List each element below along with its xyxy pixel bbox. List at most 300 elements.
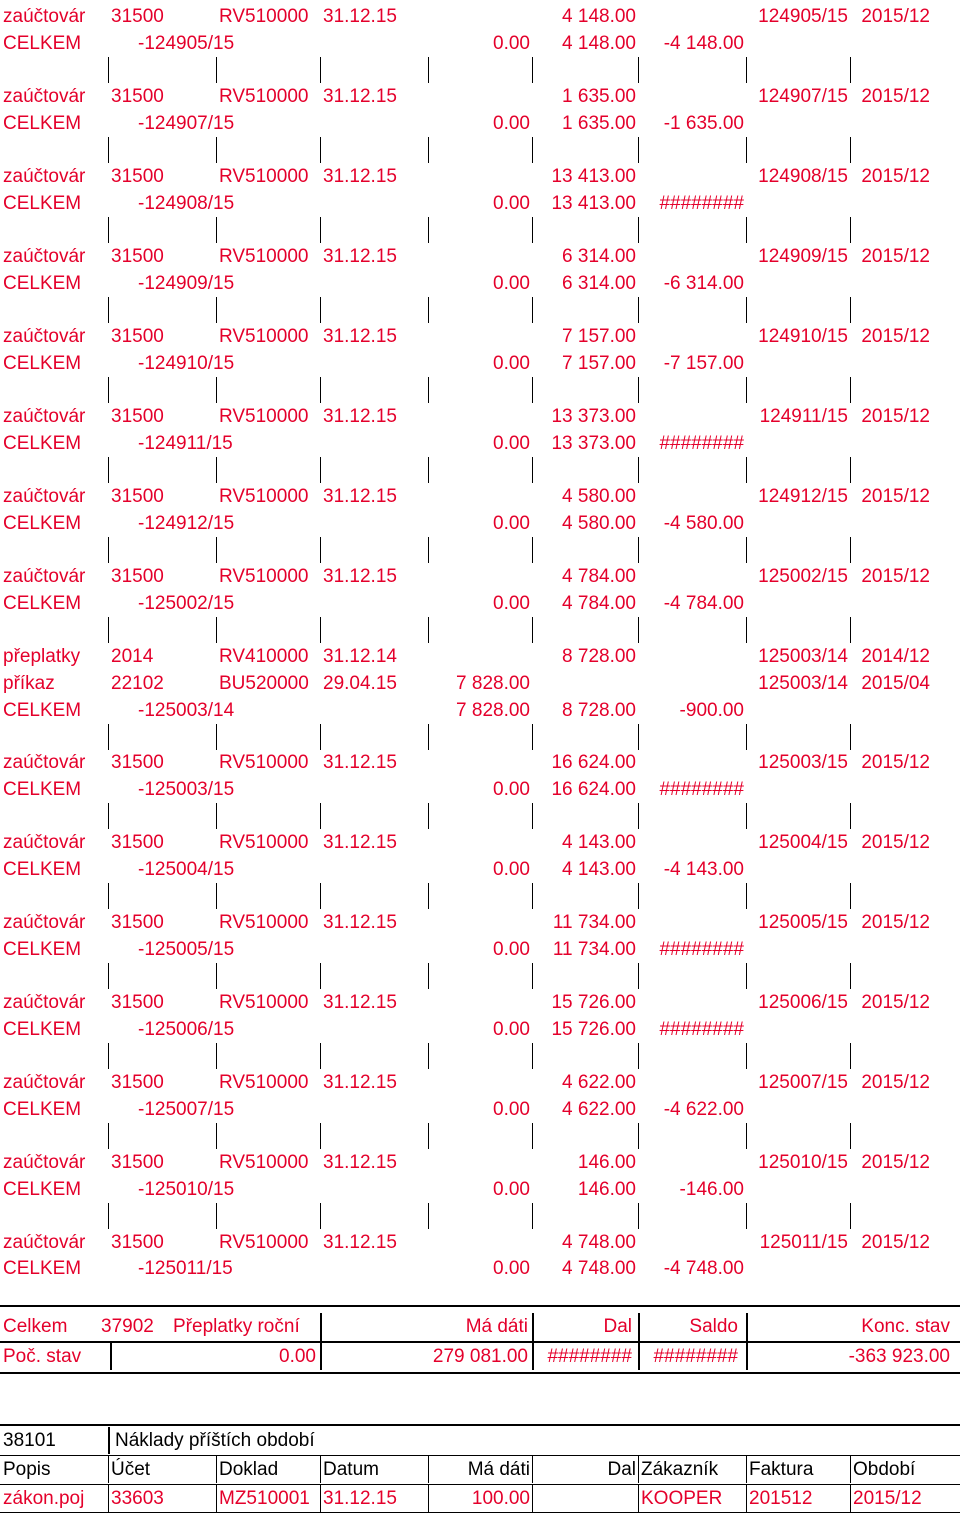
total-row [0, 191, 960, 217]
cell-popis: zaúčtovár [3, 6, 86, 27]
cell-dal: 4 143.00 [562, 859, 636, 880]
cell-dal: 146.00 [577, 1179, 636, 1200]
cell-popis: CELKEM [3, 593, 82, 614]
cell-datum: 31.12.15 [323, 6, 397, 27]
cell-faktura: 125002/15 [758, 566, 848, 587]
cell-dal: 13 413.00 [551, 193, 636, 214]
entry-row [0, 164, 960, 190]
cell-saldo [638, 671, 746, 697]
cell-saldo [638, 244, 746, 270]
cell-obdobi: 2015/04 [861, 673, 930, 694]
cell-faktura: 124910/15 [758, 326, 848, 347]
cell-ucet: 33603 [111, 1488, 164, 1509]
cell-saldo: -4 580.00 [663, 513, 744, 534]
summary-opening-label: Poč. stav [3, 1346, 82, 1367]
cell-ma-dati [428, 484, 532, 510]
section-divider [320, 1456, 321, 1483]
cell-ucet: 31500 [111, 246, 164, 267]
cell-saldo: ######## [659, 1019, 744, 1040]
cell-ma-dati: 7 828.00 [456, 673, 530, 694]
cell-ucet: 31500 [111, 1152, 164, 1173]
cell-ma-dati [428, 4, 532, 30]
cell-ma-dati [428, 324, 532, 350]
cell-ma-dati: 0.00 [493, 779, 530, 800]
entry-row [0, 750, 960, 776]
cell-obdobi: 2015/12 [861, 86, 930, 107]
cell-obdobi: 2015/12 [861, 566, 930, 587]
summary-closing-header: Konc. stav [861, 1316, 950, 1337]
cell-saldo [638, 84, 746, 110]
cell-obdobi: 2015/12 [861, 1152, 930, 1173]
cell-doklad: RV510000 [219, 832, 309, 853]
cell-ma-dati [428, 244, 532, 270]
cell-ma-dati: 0.00 [493, 193, 530, 214]
cell-saldo [638, 324, 746, 350]
cell-saldo: -7 157.00 [663, 353, 744, 374]
cell-ma-dati [428, 84, 532, 110]
cell-ucet: 31500 [111, 992, 164, 1013]
entry-row [0, 484, 960, 510]
cell-ma-dati: 100.00 [471, 1488, 530, 1509]
total-row [0, 591, 960, 617]
total-row [0, 937, 960, 963]
cell-ma-dati [428, 1150, 532, 1176]
cell-ucet: 22102 [111, 673, 164, 694]
entry-row [0, 564, 960, 590]
cell-ucet: -124905/15 [138, 33, 235, 54]
cell-dal: 4 622.00 [562, 1072, 636, 1093]
cell-dal: 4 784.00 [562, 593, 636, 614]
spacer-row [0, 1123, 960, 1149]
section-title: Náklady příštích období [115, 1430, 315, 1451]
cell-ma-dati [428, 1230, 532, 1256]
cell-popis: zaúčtovár [3, 1232, 86, 1253]
cell-datum: 31.12.15 [323, 912, 397, 933]
cell-ucet: 31500 [111, 752, 164, 773]
cell-ma-dati: 0.00 [493, 33, 530, 54]
section-divider [428, 1456, 429, 1483]
cell-datum: 31.12.15 [323, 1488, 397, 1509]
total-row [0, 1097, 960, 1123]
cell-ma-dati: 0.00 [493, 113, 530, 134]
cell-datum: 31.12.15 [323, 486, 397, 507]
section-data-row [0, 1485, 960, 1512]
summary-account-name: Přeplatky roční [173, 1316, 300, 1337]
cell-doklad: RV510000 [219, 166, 309, 187]
summary-divider [320, 1313, 322, 1341]
entry-row [0, 244, 960, 270]
section-divider [108, 1485, 109, 1512]
cell-saldo [638, 164, 746, 190]
cell-popis: CELKEM [3, 353, 82, 374]
cell-popis: zaúčtovár [3, 832, 86, 853]
cell-popis: zaúčtovár [3, 566, 86, 587]
cell-dal: 8 728.00 [562, 646, 636, 667]
cell-popis: zaúčtovár [3, 406, 86, 427]
cell-ucet: 31500 [111, 86, 164, 107]
cell-ucet: 31500 [111, 6, 164, 27]
col-header-dal: Dal [607, 1459, 636, 1480]
section-divider [108, 1427, 110, 1454]
cell-saldo: -146.00 [679, 1179, 744, 1200]
cell-dal: 4 143.00 [562, 832, 636, 853]
cell-ma-dati: 0.00 [493, 1258, 530, 1279]
section-divider [216, 1456, 217, 1483]
entry-row [0, 324, 960, 350]
cell-popis: CELKEM [3, 273, 82, 294]
summary-divider [532, 1343, 534, 1370]
cell-ucet: -125002/15 [138, 593, 235, 614]
cell-ucet: -125005/15 [138, 939, 235, 960]
spacer-row [0, 57, 960, 83]
cell-ma-dati [428, 830, 532, 856]
cell-ma-dati: 0.00 [493, 353, 530, 374]
cell-dal: 4 148.00 [562, 33, 636, 54]
cell-ucet: -125011/15 [138, 1258, 233, 1279]
cell-saldo: -4 748.00 [663, 1258, 744, 1279]
total-row [0, 1017, 960, 1043]
cell-popis: zaúčtovár [3, 86, 86, 107]
cell-doklad: RV510000 [219, 992, 309, 1013]
cell-faktura: 125006/15 [758, 992, 848, 1013]
summary-divider [638, 1343, 640, 1370]
cell-doklad: RV510000 [219, 1072, 309, 1093]
cell-faktura: 125004/15 [758, 832, 848, 853]
cell-doklad: RV510000 [219, 566, 309, 587]
spacer-row [0, 457, 960, 483]
spacer-row [0, 724, 960, 750]
cell-doklad: RV510000 [219, 912, 309, 933]
cell-ma-dati: 0.00 [493, 1099, 530, 1120]
cell-saldo [638, 564, 746, 590]
cell-dal: 7 157.00 [562, 353, 636, 374]
cell-dal: 7 157.00 [562, 326, 636, 347]
col-header-faktura: Faktura [749, 1459, 814, 1480]
cell-dal: 4 784.00 [562, 566, 636, 587]
cell-popis: zaúčtovár [3, 326, 86, 347]
entry-row [0, 644, 960, 670]
cell-datum: 31.12.15 [323, 1072, 397, 1093]
summary-closing-value: -363 923.00 [848, 1346, 950, 1367]
cell-ucet: -124909/15 [138, 273, 235, 294]
cell-ucet: -124910/15 [138, 353, 235, 374]
spacer-row [0, 1043, 960, 1069]
cell-popis: CELKEM [3, 193, 82, 214]
cell-popis: CELKEM [3, 1179, 82, 1200]
cell-saldo [638, 750, 746, 776]
cell-ma-dati: 0.00 [493, 859, 530, 880]
cell-popis: zaúčtovár [3, 1152, 86, 1173]
col-header-popis: Popis [3, 1459, 51, 1480]
entry-row [0, 4, 960, 30]
total-row [0, 1177, 960, 1203]
cell-ma-dati: 0.00 [493, 273, 530, 294]
cell-doklad: RV510000 [219, 326, 309, 347]
cell-ucet: -125010/15 [138, 1179, 235, 1200]
cell-ucet: -125006/15 [138, 1019, 235, 1040]
cell-popis: zaúčtovár [3, 912, 86, 933]
section-divider [532, 1485, 533, 1512]
cell-ma-dati: 0.00 [493, 513, 530, 534]
cell-dal: 4 748.00 [562, 1258, 636, 1279]
cell-ma-dati: 0.00 [493, 939, 530, 960]
col-header-datum: Datum [323, 1459, 379, 1480]
section-divider [216, 1485, 217, 1512]
cell-saldo [638, 644, 746, 670]
cell-saldo [638, 1150, 746, 1176]
cell-obdobi: 2015/12 [861, 992, 930, 1013]
cell-doklad: RV510000 [219, 406, 309, 427]
cell-obdobi: 2015/12 [861, 486, 930, 507]
cell-obdobi: 2015/12 [861, 832, 930, 853]
cell-faktura: 201512 [749, 1488, 813, 1509]
cell-popis: CELKEM [3, 513, 82, 534]
entry-row [0, 404, 960, 430]
section-divider [638, 1456, 639, 1483]
cell-popis: zákon.poj [3, 1488, 85, 1509]
cell-datum: 31.12.15 [323, 752, 397, 773]
cell-saldo: -900.00 [679, 700, 744, 721]
cell-dal: 13 373.00 [551, 433, 636, 454]
cell-faktura: 125011/15 [759, 1232, 848, 1253]
cell-obdobi: 2015/12 [861, 166, 930, 187]
entry-row [0, 84, 960, 110]
cell-datum: 31.12.15 [323, 992, 397, 1013]
cell-ucet: -124907/15 [138, 113, 235, 134]
cell-obdobi: 2015/12 [861, 1072, 930, 1093]
cell-popis: zaúčtovár [3, 486, 86, 507]
cell-dal [532, 1485, 638, 1512]
cell-dal: 11 734.00 [552, 939, 636, 960]
cell-ma-dati [428, 644, 532, 670]
cell-dal: 6 314.00 [562, 273, 636, 294]
cell-ucet: 31500 [111, 566, 164, 587]
cell-saldo: -6 314.00 [663, 273, 744, 294]
cell-saldo [638, 4, 746, 30]
section-account: 38101 [3, 1430, 56, 1451]
cell-doklad: MZ510001 [219, 1488, 310, 1509]
cell-ucet: -125004/15 [138, 859, 235, 880]
cell-dal: 13 413.00 [551, 166, 636, 187]
cell-popis: přeplatky [3, 646, 81, 667]
cell-saldo: ######## [659, 433, 744, 454]
col-header-obdobi: Období [853, 1459, 916, 1480]
spacer-row [0, 1203, 960, 1229]
cell-ucet: 31500 [111, 406, 164, 427]
cell-dal: 1 635.00 [562, 113, 636, 134]
cell-doklad: RV510000 [219, 486, 309, 507]
summary-credit-value: ######## [547, 1346, 632, 1367]
cell-dal: 4 580.00 [562, 486, 636, 507]
cell-saldo [638, 990, 746, 1016]
entry-row [0, 1150, 960, 1176]
total-row [0, 431, 960, 457]
cell-doklad: RV510000 [219, 6, 309, 27]
cell-obdobi: 2015/12 [861, 6, 930, 27]
cell-saldo: ######## [659, 779, 744, 800]
cell-saldo: -4 148.00 [663, 33, 744, 54]
summary-values-row [0, 1343, 960, 1370]
cell-faktura: 125010/15 [758, 1152, 848, 1173]
cell-popis: příkaz [3, 673, 55, 694]
cell-ucet: 2014 [111, 646, 154, 667]
cell-popis: CELKEM [3, 33, 82, 54]
cell-ma-dati: 0.00 [493, 593, 530, 614]
entry-row [0, 671, 960, 697]
cell-saldo: -4 143.00 [663, 859, 744, 880]
section-divider [746, 1485, 747, 1512]
col-header-ucet: Účet [111, 1459, 151, 1480]
cell-dal: 4 580.00 [562, 513, 636, 534]
cell-ucet: 31500 [111, 326, 164, 347]
cell-dal: 4 748.00 [562, 1232, 636, 1253]
cell-ucet: 31500 [111, 832, 164, 853]
cell-ucet: 31500 [111, 912, 164, 933]
spacer-row [0, 617, 960, 643]
total-row [0, 511, 960, 537]
cell-obdobi: 2015/12 [861, 406, 930, 427]
summary-balance-header: Saldo [689, 1316, 738, 1337]
cell-saldo: -4 622.00 [663, 1099, 744, 1120]
cell-ma-dati: 0.00 [493, 1179, 530, 1200]
cell-saldo [638, 830, 746, 856]
cell-obdobi: 2015/12 [853, 1488, 922, 1509]
cell-faktura: 124905/15 [758, 6, 848, 27]
cell-popis: CELKEM [3, 1019, 82, 1040]
entry-row [0, 830, 960, 856]
total-row [0, 698, 960, 724]
cell-saldo: -4 784.00 [663, 593, 744, 614]
cell-faktura: 125003/14 [758, 646, 848, 667]
cell-dal: 16 624.00 [551, 752, 636, 773]
section-bottom-rule [0, 1512, 960, 1513]
cell-popis: zaúčtovár [3, 246, 86, 267]
cell-popis: CELKEM [3, 433, 82, 454]
cell-ma-dati [428, 910, 532, 936]
cell-popis: CELKEM [3, 113, 82, 134]
section-divider [850, 1485, 851, 1512]
cell-datum: 29.04.15 [323, 673, 397, 694]
cell-ma-dati [428, 990, 532, 1016]
cell-obdobi: 2015/12 [861, 912, 930, 933]
summary-divider [532, 1313, 534, 1341]
cell-obdobi: 2014/12 [861, 646, 930, 667]
cell-faktura: 124912/15 [758, 486, 848, 507]
col-header-ma-dati: Má dáti [467, 1459, 530, 1480]
summary-top-rule [0, 1305, 960, 1307]
cell-obdobi: 2015/12 [861, 326, 930, 347]
cell-ma-dati [428, 1070, 532, 1096]
cell-ma-dati: 0.00 [493, 433, 530, 454]
cell-popis: CELKEM [3, 939, 82, 960]
summary-divider [638, 1313, 640, 1341]
cell-dal: 4 148.00 [562, 6, 636, 27]
cell-datum: 31.12.15 [323, 566, 397, 587]
cell-popis: CELKEM [3, 700, 82, 721]
section-divider [638, 1485, 639, 1512]
cell-ucet: 31500 [111, 166, 164, 187]
cell-dal: 146.00 [577, 1152, 636, 1173]
cell-datum: 31.12.15 [323, 86, 397, 107]
cell-doklad: RV510000 [219, 246, 309, 267]
cell-saldo: ######## [659, 939, 744, 960]
cell-ma-dati [428, 164, 532, 190]
cell-dal [532, 671, 638, 697]
cell-datum: 31.12.15 [323, 326, 397, 347]
cell-doklad: RV510000 [219, 1232, 309, 1253]
cell-saldo: ######## [659, 193, 744, 214]
cell-ma-dati [428, 404, 532, 430]
cell-popis: CELKEM [3, 859, 82, 880]
cell-faktura: 124907/15 [758, 86, 848, 107]
cell-dal: 11 734.00 [552, 912, 636, 933]
cell-dal: 15 726.00 [551, 992, 636, 1013]
cell-dal: 8 728.00 [562, 700, 636, 721]
cell-dal: 13 373.00 [551, 406, 636, 427]
cell-faktura: 125003/15 [758, 752, 848, 773]
cell-datum: 31.12.15 [323, 1232, 397, 1253]
summary-divider [320, 1343, 322, 1370]
cell-saldo [638, 1070, 746, 1096]
section-top-rule [0, 1424, 960, 1426]
cell-ma-dati [428, 564, 532, 590]
section-title-row [0, 1427, 960, 1454]
cell-datum: 31.12.15 [323, 166, 397, 187]
total-row [0, 351, 960, 377]
cell-ma-dati: 0.00 [493, 1019, 530, 1040]
cell-obdobi: 2015/12 [861, 1232, 930, 1253]
cell-saldo [638, 910, 746, 936]
total-row [0, 777, 960, 803]
cell-doklad: RV510000 [219, 1152, 309, 1173]
cell-datum: 31.12.15 [323, 246, 397, 267]
cell-datum: 31.12.15 [323, 832, 397, 853]
summary-credit-header: Dal [603, 1316, 632, 1337]
summary-debit-header: Má dáti [465, 1316, 528, 1337]
cell-faktura: 125007/15 [758, 1072, 848, 1093]
spacer-row [0, 883, 960, 909]
summary-debit-value: 279 081.00 [432, 1346, 528, 1367]
cell-ucet: -125007/15 [138, 1099, 235, 1120]
summary-balance-value: ######## [653, 1346, 738, 1367]
cell-popis: zaúčtovár [3, 166, 86, 187]
section-divider [850, 1456, 851, 1483]
col-header-doklad: Doklad [219, 1459, 279, 1480]
spacer-row [0, 963, 960, 989]
cell-faktura: 124908/15 [758, 166, 848, 187]
cell-ucet: -124911/15 [138, 433, 233, 454]
entry-row [0, 1070, 960, 1096]
cell-saldo: -1 635.00 [663, 113, 744, 134]
cell-dal: 16 624.00 [551, 779, 636, 800]
cell-popis: zaúčtovár [3, 752, 86, 773]
total-row [0, 271, 960, 297]
entry-row [0, 910, 960, 936]
cell-ucet: -125003/14 [138, 700, 235, 721]
cell-dal: 4 622.00 [562, 1099, 636, 1120]
cell-dal: 15 726.00 [551, 1019, 636, 1040]
cell-ma-dati [428, 750, 532, 776]
section-header-row [0, 1456, 960, 1483]
cell-obdobi: 2015/12 [861, 246, 930, 267]
section-divider [320, 1485, 321, 1512]
summary-account: 37902 [101, 1316, 154, 1337]
cell-saldo [638, 404, 746, 430]
cell-doklad: BU520000 [219, 673, 309, 694]
cell-ucet: -125003/15 [138, 779, 235, 800]
cell-doklad: RV510000 [219, 86, 309, 107]
cell-saldo [638, 484, 746, 510]
